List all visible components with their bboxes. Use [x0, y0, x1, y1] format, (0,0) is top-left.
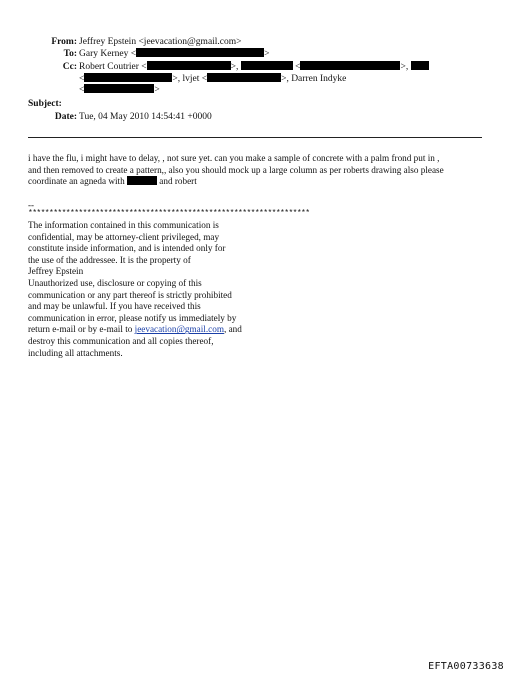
disclaimer-line-10-post: , and	[223, 324, 242, 335]
redaction-box	[84, 84, 154, 93]
disclaimer-line: constitute inside information, and is intended only for	[28, 243, 226, 254]
redaction-box	[207, 73, 281, 82]
cc-name-2: >, lvjet <	[172, 74, 208, 84]
cc-gt: >	[154, 85, 160, 95]
body-line-3-post: and robert	[159, 176, 197, 186]
body-line-3-pre: coordinate an agneda with	[28, 176, 125, 186]
disclaimer-line: The information contained in this communication is	[28, 220, 219, 230]
cc-sep: >,	[400, 62, 409, 72]
disclaimer-line: destroy this communication and all copies thereof,	[28, 335, 214, 346]
redaction-box	[84, 73, 172, 82]
disclaimer-line-10-pre: return e-mail or by e-mail to	[28, 324, 135, 335]
disclaimer-line: confidential, may be attorney-client privileged, may	[28, 231, 220, 242]
body-line-1: i have the flu, i might have to delay, , not sure yet. can you make a sample of concrete with a palm frond put in ,	[28, 153, 440, 163]
redaction-box	[127, 176, 157, 185]
date-label: Date:	[54, 112, 77, 122]
disclaimer-line: Unauthorized use, disclosure or copying of this	[28, 277, 202, 288]
disclaimer-line: Jeffrey Epstein	[28, 266, 84, 277]
from-label: From:	[51, 37, 77, 47]
subject-label: Subject:	[28, 99, 62, 109]
cc-line-3	[79, 84, 160, 96]
redaction-box	[136, 48, 264, 57]
disclaimer-line: communication or any part thereof is strictly prohibited	[28, 289, 232, 300]
redaction-box	[411, 61, 429, 70]
header-divider	[28, 137, 482, 138]
document-id: EFTA00733638	[428, 661, 504, 672]
disclaimer-line: including all attachments.	[28, 347, 123, 358]
cc-name-1: Robert Coutrier <	[79, 62, 147, 72]
to-close: >	[264, 49, 270, 59]
body-line-3	[28, 176, 490, 188]
date-value: Tue, 04 May 2010 14:54:41 +0000	[79, 112, 212, 122]
message-body	[28, 153, 490, 188]
email-link[interactable]: jeevacation@gmail.com	[134, 324, 224, 335]
disclaimer-line: and may be unlawful. If you have received this	[28, 301, 201, 312]
cc-lt: <	[295, 62, 301, 72]
redaction-box	[300, 61, 400, 70]
disclaimer-line: communication in error, please notify us immediately by	[28, 312, 237, 323]
cc-label: Cc:	[62, 62, 77, 72]
to-label: To:	[63, 49, 77, 59]
cc-lt: <	[79, 74, 85, 84]
signature-dashes: --	[28, 200, 34, 210]
cc-sep: >,	[230, 62, 239, 72]
cc-lt: <	[79, 85, 85, 95]
disclaimer-line	[28, 324, 288, 336]
cc-line-1	[79, 61, 429, 73]
body-line-2: and then removed to create a pattern,, also you should mock up a large column as per roberts drawing also please	[28, 164, 444, 175]
from-value: Jeffrey Epstein <jeevacation@gmail.com>	[79, 37, 242, 47]
signature-stars: *******************************************************************	[28, 209, 310, 218]
disclaimer	[28, 220, 288, 359]
redaction-box	[241, 61, 293, 70]
to-name: Gary Kerney <	[79, 49, 137, 59]
disclaimer-line: the use of the addressee. It is the property of	[28, 254, 191, 265]
cc-name-3: >, Darren Indyke	[281, 74, 347, 84]
redaction-box	[147, 61, 231, 70]
to-line	[79, 48, 269, 60]
